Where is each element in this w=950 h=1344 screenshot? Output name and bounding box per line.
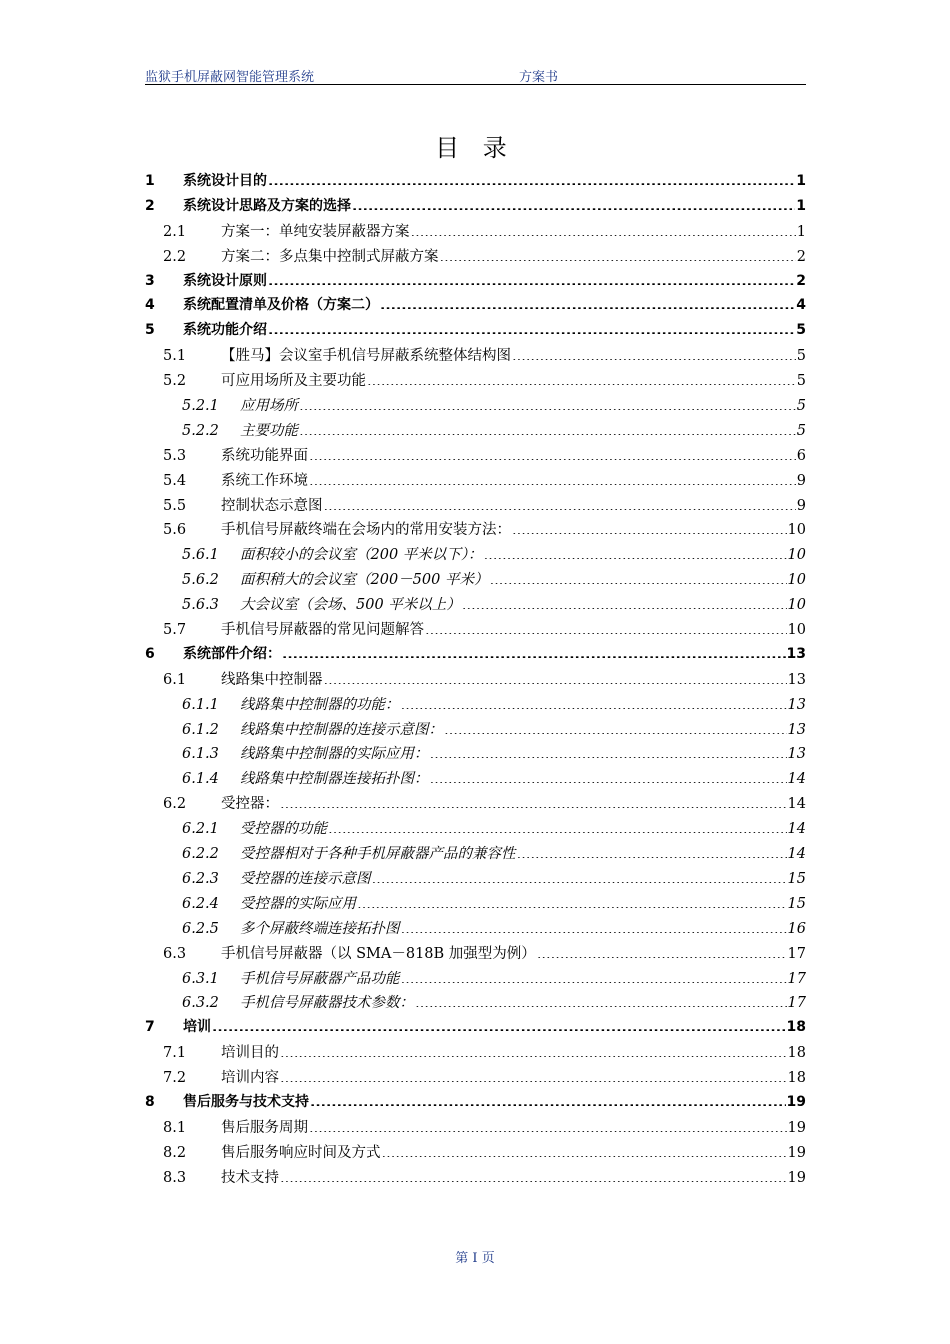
toc-entry-page: 19	[786, 1093, 806, 1110]
toc-entry-number: 6.2.1	[182, 821, 219, 838]
toc-entry[interactable]	[145, 1041, 806, 1066]
toc-entry[interactable]	[145, 742, 806, 767]
toc-entry-title: 方案一：单纯安装屏蔽器方案	[221, 223, 410, 240]
toc-entry-title: 售后服务周期	[221, 1119, 308, 1136]
toc-entry-number: 5.6	[163, 522, 187, 539]
toc-leader-dots	[440, 251, 796, 261]
toc-entry[interactable]	[145, 618, 806, 643]
toc-entry-number: 5.7	[163, 622, 187, 639]
toc-entry-page: 10	[787, 522, 806, 539]
toc-entry-number: 7.1	[163, 1045, 187, 1062]
toc-entry[interactable]	[145, 867, 806, 892]
toc-entry-title: 手机信号屏蔽终端在会场内的常用安装方法：	[221, 522, 511, 539]
toc-entry[interactable]	[145, 543, 806, 568]
header-document-title: 监狱手机屏蔽网智能管理系统	[145, 70, 315, 85]
header-document-type: 方案书	[519, 70, 559, 85]
toc-leader-dots	[280, 798, 787, 808]
toc-entry-page: 1	[796, 197, 806, 214]
toc-leader-dots	[367, 375, 796, 385]
toc-leader-dots	[425, 624, 787, 634]
toc-entry-page: 19	[787, 1144, 806, 1161]
toc-entry[interactable]	[145, 942, 806, 967]
toc-leader-dots	[299, 425, 796, 435]
toc-entry-number: 5.2	[163, 373, 187, 390]
toc-entry[interactable]	[145, 170, 806, 195]
toc-entry-page: 13	[786, 645, 806, 662]
toc-entry-number: 6.3.2	[182, 995, 219, 1012]
toc-entry[interactable]	[145, 245, 806, 270]
toc-entry[interactable]	[145, 444, 806, 469]
toc-leader-dots	[380, 299, 795, 309]
toc-entry[interactable]	[145, 991, 806, 1016]
toc-entry[interactable]	[145, 817, 806, 842]
toc-leader-dots	[212, 1021, 786, 1031]
toc-entry[interactable]	[145, 917, 806, 942]
toc-entry-page: 9	[796, 497, 806, 514]
toc-entry[interactable]	[145, 518, 806, 543]
toc-entry-number: 8.2	[163, 1144, 187, 1161]
toc-entry[interactable]	[145, 693, 806, 718]
toc-entry-title: 大会议室（会场、500 平米以上）	[240, 597, 461, 614]
toc-entry-number: 5.2.1	[182, 398, 219, 415]
toc-entry-number: 8.1	[163, 1119, 187, 1136]
page-header	[145, 66, 806, 85]
toc-entry[interactable]	[145, 568, 806, 593]
table-of-contents	[145, 170, 806, 1191]
toc-leader-dots	[268, 275, 795, 285]
toc-leader-dots	[512, 350, 796, 360]
toc-entry-title: 多个屏蔽终端连接拓扑图	[240, 920, 400, 937]
toc-entry-page: 10	[787, 622, 806, 639]
toc-entry-title: 系统设计思路及方案的选择	[183, 197, 351, 214]
toc-entry-page: 14	[787, 821, 806, 838]
toc-entry-title: 线路集中控制器的功能：	[240, 696, 400, 713]
toc-leader-dots	[280, 1047, 787, 1057]
toc-entry[interactable]	[145, 1091, 806, 1116]
toc-entry-number: 3	[145, 272, 155, 289]
toc-entry[interactable]	[145, 1066, 806, 1091]
toc-entry-title: 线路集中控制器连接拓扑图：	[240, 771, 429, 788]
toc-entry-number: 5.5	[163, 497, 187, 514]
toc-entry[interactable]	[145, 344, 806, 369]
toc-entry[interactable]	[145, 494, 806, 519]
toc-entry-number: 2.2	[163, 248, 187, 265]
toc-entry-page: 9	[796, 472, 806, 489]
toc-leader-dots	[352, 200, 795, 210]
toc-entry-page: 14	[787, 796, 806, 813]
toc-entry-title: 面积较小的会议室（200 平米以下）：	[240, 547, 483, 564]
toc-leader-dots	[324, 674, 787, 684]
toc-entry-title: 手机信号屏蔽器（以 SMA－818B 加强型为例）	[221, 945, 536, 962]
toc-entry[interactable]	[145, 767, 806, 792]
toc-entry-number: 8.3	[163, 1169, 187, 1186]
toc-entry-number: 6.3.1	[182, 970, 219, 987]
toc-entry[interactable]	[145, 195, 806, 220]
toc-entry-page: 17	[787, 995, 806, 1012]
toc-leader-dots	[401, 973, 787, 983]
toc-entry-title: 系统设计原则	[183, 272, 267, 289]
toc-leader-dots	[268, 175, 795, 185]
toc-entry-page: 4	[796, 297, 806, 314]
toc-leader-dots	[512, 524, 787, 534]
toc-entry-title: 系统部件介绍：	[183, 645, 281, 662]
toc-entry-title: 受控器相对于各种手机屏蔽器产品的兼容性	[240, 846, 516, 863]
toc-entry-page: 5	[796, 422, 806, 439]
toc-entry[interactable]	[145, 419, 806, 444]
toc-entry-title: 系统功能界面	[221, 447, 308, 464]
toc-entry-page: 15	[787, 895, 806, 912]
toc-title: 目 录	[435, 134, 515, 162]
toc-entry[interactable]	[145, 1141, 806, 1166]
toc-entry-number: 7.2	[163, 1070, 187, 1087]
toc-entry-number: 5.1	[163, 348, 187, 365]
toc-entry-title: 受控器的实际应用	[240, 895, 356, 912]
toc-entry-page: 18	[787, 1045, 806, 1062]
toc-entry[interactable]	[145, 842, 806, 867]
toc-entry[interactable]	[145, 1016, 806, 1041]
toc-entry-title: 培训目的	[221, 1045, 279, 1062]
toc-entry-page: 10	[787, 572, 806, 589]
toc-entry-title: 培训	[183, 1019, 211, 1036]
toc-entry-title: 售后服务与技术支持	[183, 1093, 309, 1110]
toc-entry-number: 5.6.3	[182, 597, 219, 614]
toc-entry-number: 6.2.4	[182, 895, 219, 912]
toc-entry-page: 18	[787, 1070, 806, 1087]
toc-entry-number: 6.1.4	[182, 771, 219, 788]
toc-leader-dots	[517, 848, 787, 858]
toc-entry-number: 7	[145, 1019, 155, 1036]
toc-entry-title: 受控器：	[221, 796, 279, 813]
toc-entry-page: 19	[787, 1119, 806, 1136]
toc-leader-dots	[309, 475, 796, 485]
toc-entry[interactable]	[145, 718, 806, 743]
toc-entry-page: 17	[787, 970, 806, 987]
toc-entry-title: 主要功能	[240, 422, 298, 439]
toc-entry-page: 5	[796, 398, 806, 415]
toc-leader-dots	[411, 226, 796, 236]
toc-entry-title: 培训内容	[221, 1070, 279, 1087]
toc-entry-number: 4	[145, 297, 155, 314]
toc-leader-dots	[310, 1096, 786, 1106]
toc-entry-title: 售后服务响应时间及方式	[221, 1144, 381, 1161]
toc-entry-title: 线路集中控制器的连接示意图：	[240, 721, 443, 738]
toc-entry-title: 受控器的连接示意图	[240, 870, 371, 887]
toc-entry-title: 面积稍大的会议室（200－500 平米）	[240, 572, 489, 589]
toc-entry-page: 10	[787, 547, 806, 564]
toc-entry-number: 5.2.2	[182, 422, 219, 439]
toc-entry-title: 应用场所	[240, 398, 298, 415]
toc-entry-number: 5.4	[163, 472, 187, 489]
toc-entry-title: 手机信号屏蔽器技术参数：	[240, 995, 414, 1012]
toc-entry-page: 14	[787, 846, 806, 863]
toc-entry-page: 5	[796, 322, 806, 339]
toc-entry[interactable]	[145, 270, 806, 295]
toc-leader-dots	[299, 400, 796, 410]
toc-entry-number: 1	[145, 173, 155, 189]
toc-entry-title: 方案二：多点集中控制式屏蔽方案	[221, 248, 439, 265]
toc-entry[interactable]	[145, 792, 806, 817]
toc-entry-number: 5.6.1	[182, 547, 219, 564]
toc-leader-dots	[357, 898, 787, 908]
toc-entry-page: 13	[787, 721, 806, 738]
toc-entry-title: 受控器的功能	[240, 821, 327, 838]
toc-entry[interactable]	[145, 369, 806, 394]
toc-entry-number: 6.2	[163, 796, 187, 813]
toc-entry-title: 手机信号屏蔽器的常见问题解答	[221, 622, 424, 639]
toc-entry[interactable]	[145, 1166, 806, 1191]
toc-entry-page: 5	[796, 348, 806, 365]
toc-entry-number: 6.2.5	[182, 920, 219, 937]
toc-entry-number: 6.2.2	[182, 846, 219, 863]
toc-entry-number: 6.1.2	[182, 721, 219, 738]
toc-entry[interactable]	[145, 294, 806, 319]
toc-leader-dots	[382, 1147, 787, 1157]
toc-entry-page: 10	[787, 597, 806, 614]
toc-entry-number: 6.2.3	[182, 870, 219, 887]
toc-entry-title: 【胜马】会议室手机信号屏蔽系统整体结构图	[221, 348, 511, 365]
toc-entry[interactable]	[145, 319, 806, 344]
toc-entry-page: 6	[796, 447, 806, 464]
toc-leader-dots	[268, 324, 795, 334]
toc-entry-number: 8	[145, 1093, 155, 1110]
toc-entry-page: 5	[796, 373, 806, 390]
toc-leader-dots	[372, 873, 787, 883]
toc-entry-page: 1	[796, 173, 806, 189]
toc-leader-dots	[484, 549, 787, 559]
toc-leader-dots	[537, 948, 787, 958]
toc-entry[interactable]	[145, 643, 806, 668]
toc-entry[interactable]	[145, 469, 806, 494]
toc-entry-title: 可应用场所及主要功能	[221, 373, 366, 390]
toc-entry-number: 2	[145, 197, 155, 214]
toc-entry-page: 16	[787, 920, 806, 937]
toc-entry-title: 系统功能介绍	[183, 322, 267, 339]
toc-entry-page: 14	[787, 771, 806, 788]
toc-entry[interactable]	[145, 892, 806, 917]
toc-leader-dots	[309, 450, 796, 460]
toc-entry-title: 系统设计目的	[183, 173, 267, 189]
toc-leader-dots	[401, 699, 787, 709]
toc-leader-dots	[444, 724, 787, 734]
toc-entry-page: 19	[787, 1169, 806, 1186]
toc-leader-dots	[324, 500, 796, 510]
toc-entry-number: 5.3	[163, 447, 187, 464]
toc-entry-page: 18	[786, 1019, 806, 1036]
toc-entry-page: 13	[787, 671, 806, 688]
toc-entry-number: 6.3	[163, 945, 187, 962]
toc-entry-number: 5.6.2	[182, 572, 219, 589]
toc-leader-dots	[280, 1172, 787, 1182]
toc-leader-dots	[489, 574, 786, 584]
toc-leader-dots	[430, 773, 787, 783]
toc-entry-page: 13	[787, 696, 806, 713]
toc-entry-page: 1	[796, 223, 806, 240]
toc-entry-title: 系统工作环境	[221, 472, 308, 489]
toc-entry[interactable]	[145, 593, 806, 618]
toc-entry-page: 15	[787, 870, 806, 887]
toc-entry[interactable]	[145, 394, 806, 419]
toc-entry-number: 2.1	[163, 223, 187, 240]
toc-entry-title: 控制状态示意图	[221, 497, 323, 514]
toc-entry-title: 系统配置清单及价格（方案二）	[183, 297, 379, 314]
toc-entry-page: 13	[787, 746, 806, 763]
toc-leader-dots	[280, 1072, 787, 1082]
toc-entry-title: 技术支持	[221, 1169, 279, 1186]
toc-entry-number: 6.1.3	[182, 746, 219, 763]
toc-entry[interactable]	[145, 967, 806, 992]
toc-entry[interactable]	[145, 1116, 806, 1141]
toc-leader-dots	[462, 599, 787, 609]
toc-entry-number: 6	[145, 645, 155, 662]
toc-entry[interactable]	[145, 220, 806, 245]
toc-entry-number: 6.1	[163, 671, 187, 688]
toc-leader-dots	[415, 997, 787, 1007]
toc-entry-title: 线路集中控制器的实际应用：	[240, 746, 429, 763]
toc-entry-page: 2	[796, 272, 806, 289]
toc-entry-title: 线路集中控制器	[221, 671, 323, 688]
toc-leader-dots	[309, 1122, 787, 1132]
toc-entry-number: 6.1.1	[182, 696, 219, 713]
toc-entry-page: 17	[787, 945, 806, 962]
toc-leader-dots	[328, 823, 787, 833]
toc-leader-dots	[430, 748, 787, 758]
toc-leader-dots	[282, 648, 786, 658]
toc-entry-page: 2	[796, 248, 806, 265]
toc-leader-dots	[401, 923, 787, 933]
toc-entry[interactable]	[145, 668, 806, 693]
page-number: 第 I 页	[455, 1251, 495, 1266]
toc-entry-title: 手机信号屏蔽器产品功能	[240, 970, 400, 987]
toc-entry-number: 5	[145, 322, 155, 339]
